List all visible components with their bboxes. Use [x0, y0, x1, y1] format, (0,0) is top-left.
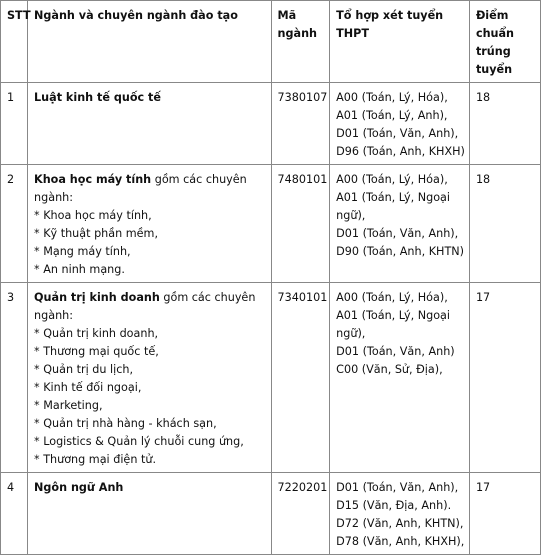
- specialization-item: * Thương mại điện tử.: [34, 453, 156, 466]
- row-major: [28, 165, 272, 283]
- combo-item: A01 (Toán, Lý, Anh),: [336, 109, 448, 122]
- row-combos: [330, 473, 470, 555]
- row-code: 7340101: [271, 283, 330, 473]
- specialization-item: * Thương mại quốc tế,: [34, 345, 159, 358]
- combo-item: C00 (Văn, Sử, Địa),: [336, 363, 443, 376]
- specialization-item: * Quản trị kinh doanh,: [34, 327, 159, 340]
- specialization-item: * Quản trị nhà hàng - khách sạn,: [34, 417, 217, 430]
- table-row: [1, 473, 541, 555]
- row-major: [28, 473, 272, 555]
- header-row: [1, 1, 541, 83]
- row-score: 17: [469, 473, 540, 555]
- header-major: Ngành và chuyên ngành đào tạo: [28, 1, 272, 83]
- row-code: 7480101: [271, 165, 330, 283]
- specialization-item: * Khoa học máy tính,: [34, 209, 152, 222]
- combo-item: A00 (Toán, Lý, Hóa),: [336, 173, 448, 186]
- combo-item: A01 (Toán, Lý, Ngoại ngữ),: [336, 309, 451, 340]
- combo-item: A00 (Toán, Lý, Hóa),: [336, 91, 448, 104]
- table-row: [1, 83, 541, 165]
- combo-item: D01 (Toán, Văn, Anh),: [336, 127, 459, 140]
- row-code: 7220201: [271, 473, 330, 555]
- specialization-item: * Logistics & Quản lý chuỗi cung ứng,: [34, 435, 244, 448]
- row-stt: 3: [1, 283, 28, 473]
- row-major: [28, 283, 272, 473]
- row-major: [28, 83, 272, 165]
- specialization-item: * Quản trị du lịch,: [34, 363, 134, 376]
- header-code: Mã ngành: [271, 1, 330, 83]
- combo-item: D72 (Văn, Anh, KHTN),: [336, 517, 464, 530]
- specialization-item: * An ninh mạng.: [34, 263, 125, 276]
- row-score: 18: [469, 83, 540, 165]
- row-stt: 4: [1, 473, 28, 555]
- header-stt: STT: [1, 1, 28, 83]
- combo-item: D01 (Toán, Văn, Anh): [336, 345, 455, 358]
- major-name: Khoa học máy tính: [34, 173, 152, 186]
- table-row: [1, 283, 541, 473]
- combo-item: D96 (Toán, Anh, KHXH): [336, 145, 465, 158]
- specialization-item: * Kỹ thuật phần mềm,: [34, 227, 159, 240]
- combo-item: A00 (Toán, Lý, Hóa),: [336, 291, 448, 304]
- major-name: Luật kinh tế quốc tế: [34, 91, 161, 104]
- row-combos: [330, 83, 470, 165]
- combo-item: D78 (Văn, Anh, KHXH),: [336, 535, 465, 548]
- table-row: [1, 165, 541, 283]
- combo-item: D90 (Toán, Anh, KHTN): [336, 245, 465, 258]
- row-score: 18: [469, 165, 540, 283]
- combo-item: D01 (Toán, Văn, Anh),: [336, 227, 459, 240]
- major-name: Ngôn ngữ Anh: [34, 481, 124, 494]
- major-name: Quản trị kinh doanh: [34, 291, 160, 304]
- header-score: Điểm chuẩn trúng tuyển: [469, 1, 540, 83]
- row-stt: 2: [1, 165, 28, 283]
- table-body: [1, 83, 541, 555]
- specialization-item: * Mạng máy tính,: [34, 245, 131, 258]
- row-score: 17: [469, 283, 540, 473]
- row-code: 7380107: [271, 83, 330, 165]
- specialization-item: * Kinh tế đối ngoại,: [34, 381, 142, 394]
- row-stt: 1: [1, 83, 28, 165]
- header-combos: Tổ hợp xét tuyển THPT: [330, 1, 470, 83]
- row-combos: [330, 283, 470, 473]
- row-combos: [330, 165, 470, 283]
- major-suffix: gồm các chuyên ngành:: [34, 291, 256, 322]
- combo-item: D01 (Toán, Văn, Anh),: [336, 481, 459, 494]
- specialization-item: * Marketing,: [34, 399, 103, 412]
- combo-item: A01 (Toán, Lý, Ngoại ngữ),: [336, 191, 451, 222]
- major-suffix: gồm các chuyên ngành:: [34, 173, 247, 204]
- combo-item: D15 (Văn, Địa, Anh).: [336, 499, 452, 512]
